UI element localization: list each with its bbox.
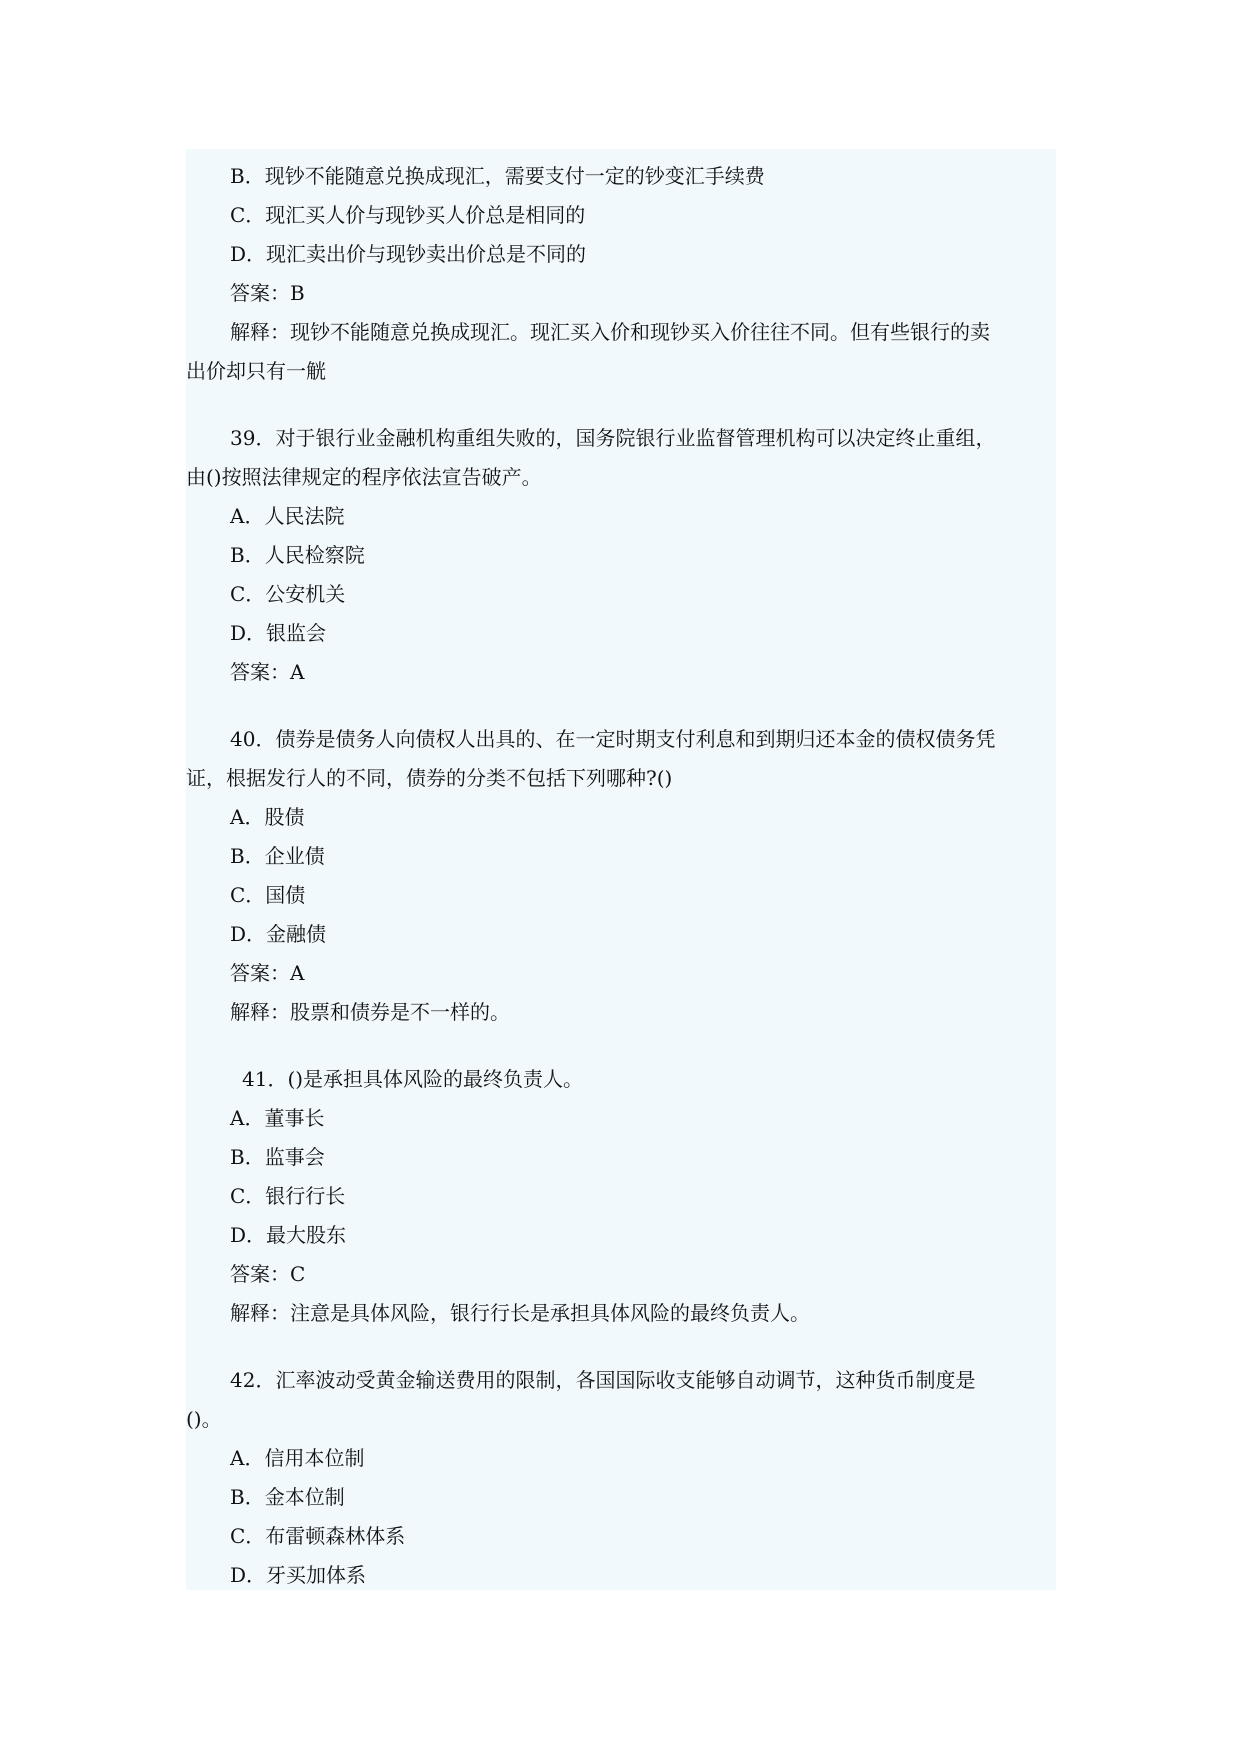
q38-explanation-line-1: 解释：现钞不能随意兑换成现汇。现汇买入价和现钞买入价往往不同。但有些银行的卖: [230, 320, 990, 344]
q41-option-a: A．董事长: [230, 1106, 325, 1130]
q39-option-c: C．公安机关: [230, 582, 346, 606]
q40-option-c: C．国债: [230, 883, 306, 907]
q39-stem-line-2: 由()按照法律规定的程序依法宣告破产。: [186, 465, 542, 489]
spacer: [186, 1333, 1052, 1361]
q40-answer: 答案：A: [230, 961, 305, 985]
spacer: [186, 1032, 1052, 1060]
q42-stem-line-1: 42．汇率波动受黄金输送费用的限制，各国国际收支能够自动调节，这种货币制度是: [230, 1368, 976, 1392]
spacer: [186, 391, 1052, 419]
q41-option-b: B．监事会: [230, 1145, 325, 1169]
spacer: [186, 692, 1052, 720]
q41-explanation: 解释：注意是具体风险，银行行长是承担具体风险的最终负责人。: [230, 1301, 810, 1325]
q39-answer: 答案：A: [230, 660, 305, 684]
q38-option-b: B．现钞不能随意兑换成现汇，需要支付一定的钞变汇手续费: [230, 164, 765, 188]
q42-option-a: A．信用本位制: [230, 1446, 365, 1470]
q41-answer: 答案：C: [230, 1262, 306, 1286]
q42-option-b: B．金本位制: [230, 1485, 345, 1509]
q38-answer: 答案：B: [230, 281, 305, 305]
q39-option-d: D．银监会: [230, 621, 327, 645]
q41-stem: 41．()是承担具体风险的最终负责人。: [242, 1067, 584, 1091]
q39-option-b: B．人民检察院: [230, 543, 365, 567]
q40-stem-line-1: 40．债券是债务人向债权人出具的、在一定时期支付利息和到期归还本金的债权债务凭: [230, 727, 996, 751]
q42-option-c: C．布雷顿森林体系: [230, 1524, 406, 1548]
q40-option-a: A．股债: [230, 805, 305, 829]
q42-option-d: D．牙买加体系: [230, 1563, 367, 1587]
q39-stem-line-1: 39．对于银行业金融机构重组失败的，国务院银行业监督管理机构可以决定终止重组，: [230, 426, 996, 450]
q41-option-c: C．银行行长: [230, 1184, 346, 1208]
q42-stem-line-2: ()。: [186, 1407, 222, 1431]
q40-stem-line-2: 证，根据发行人的不同，债券的分类不包括下列哪种?(): [186, 766, 673, 790]
q41-option-d: D．最大股东: [230, 1223, 347, 1247]
q40-option-d: D．金融债: [230, 922, 327, 946]
q38-option-c: C．现汇买人价与现钞买人价总是相同的: [230, 203, 586, 227]
document-body: [186, 157, 1052, 1595]
q39-option-a: A．人民法院: [230, 504, 345, 528]
q40-option-b: B．企业债: [230, 844, 325, 868]
q38-option-d: D．现汇卖出价与现钞卖出价总是不同的: [230, 242, 587, 266]
q40-explanation: 解释：股票和债券是不一样的。: [230, 1000, 510, 1024]
q38-explanation-line-2: 出价却只有一觥: [186, 359, 326, 383]
